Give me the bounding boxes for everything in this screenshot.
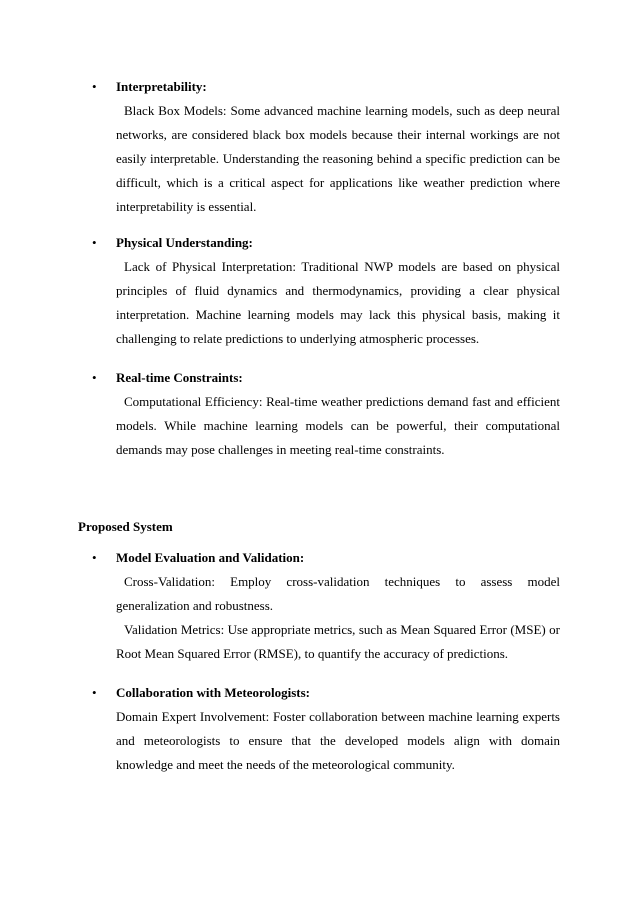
bullet-icon: • [92,685,97,700]
bullet-item-collaboration [92,682,560,777]
bullet-heading: Collaboration with Meteorologists: [116,685,311,700]
bullet-icon: • [92,370,97,385]
bullet-item-interpretability [92,76,560,219]
section-title: Proposed System [78,519,173,534]
bullet-icon: • [92,550,97,565]
bullet-paragraph: Lack of Physical Interpretation: Traditional NWP models are based on physical principles of fluid dynamics and thermodynamics, providing a clear physical interpretation. Machine learning models may lack this physical basis, making it challenging to relate predictions to underlying atmospheric processes. [116,259,560,346]
bullet-paragraph: Computational Efficiency: Real-time weather predictions demand fast and efficient models. While machine learning models can be powerful, their computational demands may pose challenges in meeting real-time constraints. [116,394,560,457]
bullet-paragraph: Validation Metrics: Use appropriate metrics, such as Mean Squared Error (MSE) or Root Mean Squared Error (RMSE), to quantify the accuracy of predictions. [116,622,560,661]
bullet-icon: • [92,235,97,250]
bullet-paragraph: Black Box Models: Some advanced machine learning models, such as deep neural networks, are considered black box models because their internal workings are not easily interpretable. Understanding the reasoning behind a specific prediction can be difficult, which is a critical aspect for applications like weather prediction where interpretability is essential. [116,103,560,214]
bullet-heading: Interpretability: [116,79,207,94]
bullet-item-physical-understanding [92,232,560,351]
bullet-icon: • [92,79,97,94]
bullet-item-model-evaluation [92,547,560,666]
bullet-heading: Model Evaluation and Validation: [116,550,305,565]
bullet-heading: Real-time Constraints: [116,370,243,385]
bullet-item-real-time-constraints [92,367,560,462]
bullet-heading: Physical Understanding: [116,235,253,250]
bullet-paragraph: Cross-Validation: Employ cross-validation techniques to assess model generalization and robustness. [116,574,560,613]
bullet-paragraph: Domain Expert Involvement: Foster collaboration between machine learning experts and meteorologists to ensure that the developed models align with domain knowledge and meet the needs of the meteorological community. [116,709,560,772]
